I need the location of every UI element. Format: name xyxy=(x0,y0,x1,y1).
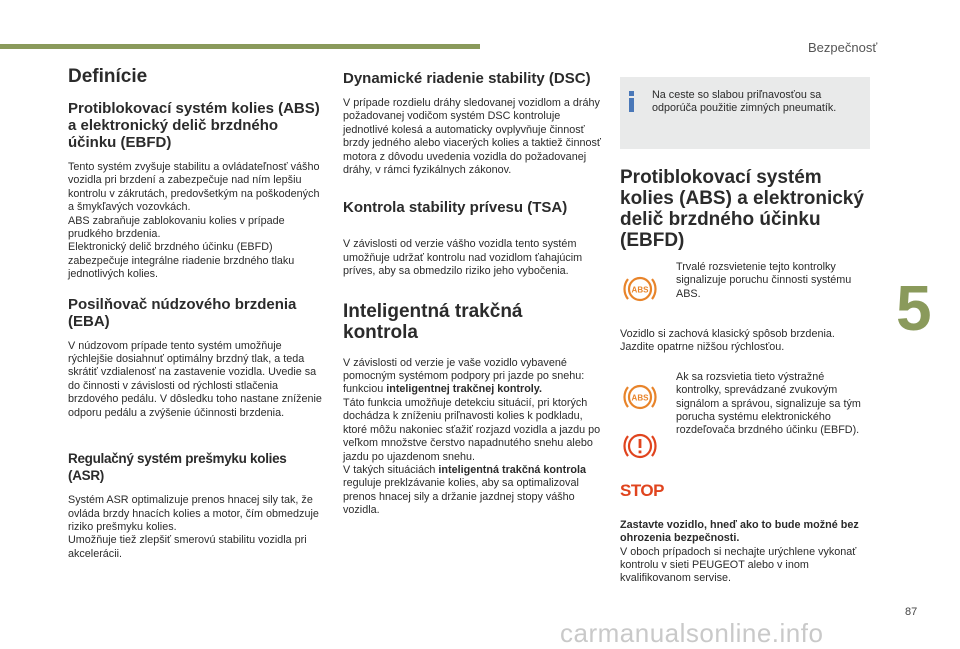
watermark: carmanualsonline.info xyxy=(560,618,824,648)
section-label: Bezpečnosť xyxy=(808,40,878,55)
itc-paragraph-2: Táto funkcia umožňuje detekciu situácií, pri ktorých dochádza k zníženiu priľnavosti kolies k podkladu, ktoré môžu nakoniec sťažiť rozjazd vozidla a jazdu po veľkom množstve čerstvo napadnutého snehu alebo jazdu po ujazdenom snehu. xyxy=(343,396,601,463)
abs-warning-icon-2 xyxy=(620,377,660,417)
eba-heading: Posilňovač núdzového brzdenia (EBA) xyxy=(68,295,297,330)
abs-heading: Protiblokovací systém kolies (ABS) a elektronický delič brzdného účinku (EBFD) xyxy=(68,100,320,151)
info-box xyxy=(620,77,870,149)
abs-lamp-row xyxy=(620,261,870,314)
ebfd-icons xyxy=(620,371,666,471)
tsa-heading: Kontrola stability prívesu (TSA) xyxy=(343,199,568,217)
ebfd-lamp-text: Ak sa rozsvietia tieto výstražné kontrolky, sprevádzané zvukovým signálom a správou, signalizuje sa tým porucha systému elektronického rozdeľovača brzdného účinku (EBFD). xyxy=(676,370,861,437)
header-accent-bar xyxy=(0,44,480,49)
abs-paragraph-2: ABS zabraňuje zablokovaniu kolies v prípade prudkého brzdenia. xyxy=(68,214,285,241)
tsa-paragraph: V závislosti od verzie vášho vozidla tento systém umožňuje udržať kontrolu nad vozidlom ťahajúcim príves, aby sa obmedzilo riziko jeho vybočenia. xyxy=(343,238,583,278)
dsc-heading: Dynamické riadenie stability (DSC) xyxy=(343,70,591,87)
asr-paragraph-2: Umožňuje tiež zlepšiť smerovú stabilitu vozidla pri akcelerácii. xyxy=(68,534,307,560)
brake-paragraph-2: Jazdite opatrne nižšou rýchlosťou. xyxy=(620,341,785,354)
abs-lamp-text: Trvalé rozsvietenie tejto kontrolky signalizuje poruchu činnosti systému ABS. xyxy=(676,261,852,300)
brake-warning-icon xyxy=(620,426,660,466)
asr-paragraph-1: Systém ASR optimalizuje prenos hnacej sily tak, že ovláda brzdy hnacích kolies a motor, čím obmedzuje riziko prešmyku kolies. xyxy=(68,494,319,533)
warning-bold: Zastavte vozidlo, hneď ako to bude možné bez ohrozenia bezpečnosti. xyxy=(620,518,859,545)
abs-paragraph-1: Tento systém zvyšuje stabilitu a ovládateľnosť vášho vozidla pri brzdení a zabezpečuje nad ním lepšiu kontrolu v zákrutách, predovšetkým na poškodených a šmykľavých vozovkách. xyxy=(68,161,320,214)
chapter-number: 5 xyxy=(896,272,932,344)
abs-icon-label-2: ABS xyxy=(631,393,649,403)
info-text: Na ceste so slabou priľnavosťou sa odporúča použitie zimných pneumatík. xyxy=(652,89,837,115)
info-icon xyxy=(626,91,638,113)
itc-paragraph-1: V závislosti od verzie je vaše vozidlo vybavené pomocným systémom podpory pri jazde po snehu: funkciou inteligentnej trakčnej kontroly. xyxy=(343,356,585,396)
ebfd-lamp-row xyxy=(620,371,870,471)
itc-paragraph-3: V takých situáciách inteligentná trakčná kontrola reguluje preklzávanie kolies, aby sa optimalizoval prenos hnacej sily a držanie jazdnej stopy vášho vozidla. xyxy=(343,463,587,517)
abs-ebfd-heading: Protiblokovací systém kolies (ABS) a elektronický delič brzdného účinku (EBFD) xyxy=(620,167,864,251)
eba-paragraph: V núdzovom prípade tento systém umožňuje rýchlejšie dosiahnuť optimálny brzdný tlak, a teda skrátiť vzdialenosť na zastavenie vozidla. Uvedie sa do činnosti v závislosti od rýchlosti stlačenia brzdového pedálu. V dôsledku toho nastane zníženie odporu pedálu a zvýšenie účinnosti brzdenia. xyxy=(68,339,322,419)
column-middle xyxy=(343,70,601,518)
itc-heading: Inteligentná trakčná kontrola xyxy=(343,300,523,343)
page-title: Definície xyxy=(68,66,148,87)
abs-icon-label: ABS xyxy=(631,285,649,295)
dsc-paragraph: V prípade rozdielu dráhy sledovanej vozidlom a dráhy požadovanej vodičom systém DSC kontroluje jednotlivé kolesá a automaticky ovplyvňuje činnosť brzdy jedného alebo viacerých kolies a taktiež činnosť motora z dôvodu uvedenia vozidla do požadovanej dráhy, v rámci fyzikálnych zákonov. xyxy=(343,97,601,177)
brake-paragraph-1: Vozidlo si zachová klasický spôsob brzdenia. xyxy=(620,328,835,340)
warning-paragraph: V oboch prípadoch si nechajte urýchlene vykonať kontrolu v sieti PEUGEOT alebo v inom kvalifikovanom servise. xyxy=(620,545,857,585)
stop-icon: STOP xyxy=(620,480,664,500)
column-right xyxy=(620,66,870,586)
abs-paragraph-3: Elektronický delič brzdného účinku (EBFD) zabezpečuje integrálne riadenie brzdného tlaku jednotlivých kolies. xyxy=(68,241,295,281)
abs-warning-icon xyxy=(620,269,666,314)
asr-heading: Regulačný systém prešmyku kolies (ASR) xyxy=(68,451,287,484)
column-left xyxy=(68,66,324,561)
page-number: 87 xyxy=(905,606,918,618)
